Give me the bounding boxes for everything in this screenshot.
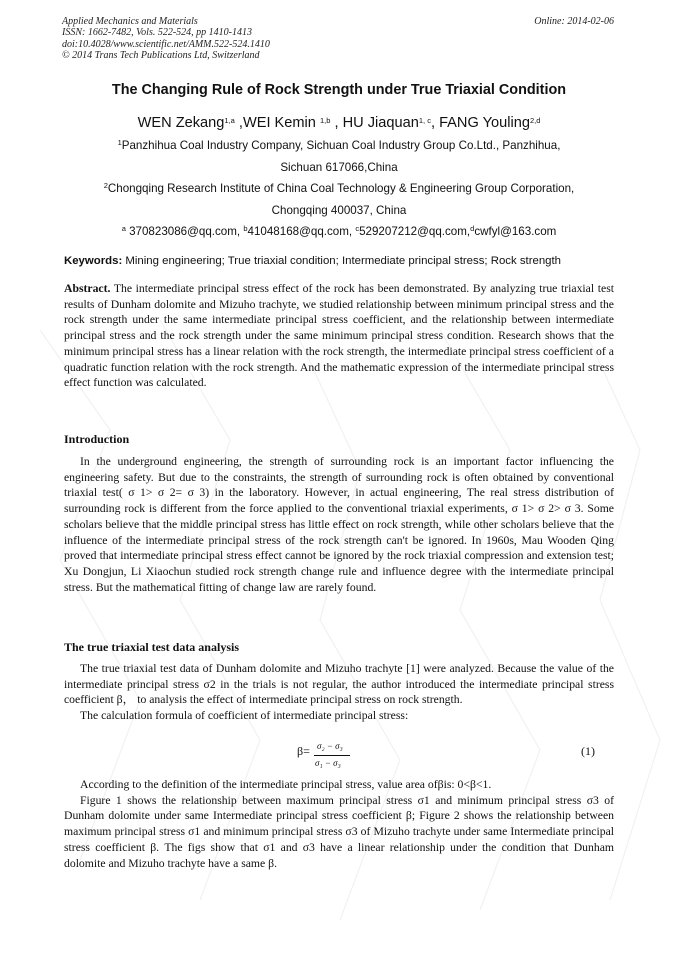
affil-text: Panzhihua Coal Industry Company, Sichuan Coal Industry Group Co.Ltd., Panzhihua, (121, 139, 561, 152)
equation-lhs: β= (297, 744, 310, 758)
email-sup: d (470, 223, 475, 233)
equation-numerator: σ₂ − σ₃ (317, 741, 343, 751)
author-affil-sup: 1,a (224, 115, 235, 125)
author-list (0, 115, 678, 131)
paper-title: The Changing Rule of Rock Strength under True Triaxial Condition (111, 82, 567, 98)
author-separator: , (330, 115, 343, 131)
author-separator: , (430, 115, 440, 131)
author-name: WEN Zekang (137, 115, 225, 131)
affiliation-1-line-2: Sichuan 617066,China (280, 161, 398, 174)
author-affil-sup: 1,b (319, 115, 331, 125)
keywords-text: Mining engineering; True triaxial condition; Intermediate principal stress; Rock strength (122, 255, 561, 267)
author-name: HU Jiaquan (342, 115, 419, 131)
copyright-line: © 2014 Trans Tech Publications Ltd, Switzerland (62, 49, 260, 61)
affil-text: Chongqing Research Institute of China Coal Technology & Engineering Group Corporation, (107, 182, 575, 195)
email-line (0, 225, 678, 238)
affiliation-1-line-1 (0, 139, 678, 152)
email-link[interactable]: 529207212@qq.com, (359, 225, 471, 238)
affil-sup: 2 (103, 180, 108, 190)
paragraph: In the underground engineering, the strength of surrounding rock is an important factor influencing the engineering safety. But due to the constraints, the strength of surrounding rock is often obtained by conventional triaxial test( σ 1> σ 2= σ 3) in the laboratory. However, in actual engineering, The real stress distribution of surrounding rock is different from the force applied to the conventional triaxial experiments, σ 1> σ 2> σ 3. Some scholars believe that the middle principal stress has little effect on rock strength, while other scholars believe that the influence of the intermediate principal stress of the rock strength can't be ignored. In 1960s, Mau Wooden Qing proved that intermediate principal stress effect cannot be ignored by the rock triaxial compression and extension test; Xu Dongjun, Li Xiaochun studied rock strength change rule and influence degree with the intermediate principal stress. But the mathematical fitting of change law are rarely found. (64, 455, 614, 594)
section-body-2 (64, 777, 614, 871)
journal-name: Applied Mechanics and Materials (62, 16, 198, 27)
paragraph: According to the definition of the intermediate principal stress, value area ofβis: 0<β<1. (80, 778, 492, 791)
paragraph: Figure 1 shows the relationship between maximum principal stress σ1 and minimum principal stress σ3 of Dunham dolomite under same Intermediate principal stress coefficient β; Figure 2 shows the relationship between maximum principal stress σ1 and minimum principal stress σ3 of Mizuho trachyte under same Intermediate principal stress coefficient β. The figs show that σ1 and σ3 have a linear relationship under the condition that Dunham dolomite and Mizuho trachyte have a same β. (64, 793, 614, 870)
equation-number: (1) (581, 744, 595, 758)
abstract (64, 281, 614, 391)
email-sup: b (243, 223, 248, 233)
email-link[interactable]: cwfyl@163.com (474, 225, 557, 238)
journal-header (62, 16, 270, 61)
author-separator: , (234, 115, 243, 131)
abstract-text: The intermediate principal stress effect of the rock has been demonstrated. By analyzing true triaxial test results of Dunham dolomite and Mizuho trachyte, we studied relationship between minimum principal stress and the rock strength under the same intermediate principal stress coefficient, and the relationship between intermediate principal stress and the rock strength under the same minimum principal stress condition. Research shows that the minimum principal stress has a linear relation with the rock strength, the intermediate principal stress coefficient of a quadratic function relation with the rock strength. And the mathematic expression of the intermediate principal stress effect function was calculated. (64, 282, 614, 390)
author-name: WEI Kemin (242, 115, 320, 131)
paragraph: The true triaxial test data of Dunham dolomite and Mizuho trachyte [1] were analyzed. Because the value of the intermediate principal stress σ2 in the trials is not regular, the author introduced the intermediate principal stress coefficient β， to analysis the effect of intermediate principal stress on rock strength. (64, 662, 614, 707)
paragraph: The calculation formula of coefficient of intermediate principal stress: (80, 709, 409, 723)
email-sup: c (355, 223, 360, 233)
doi-line: doi:10.4028/www.scientific.net/AMM.522-524.1410 (62, 38, 270, 50)
email-sup: a (121, 223, 126, 233)
author-affil-sup: 1, c (418, 115, 431, 125)
section-body-1 (64, 661, 614, 724)
email-link[interactable]: 41048168@qq.com, (247, 225, 356, 238)
affiliation-2-line-2: Chongqing 400037, China (271, 204, 407, 217)
section-heading-true-triaxial: The true triaxial test data analysis (64, 640, 239, 654)
equation-1 (0, 741, 678, 775)
author-name: FANG Youling (439, 115, 530, 131)
affiliation-2-line-1 (0, 182, 678, 195)
issn-line: ISSN: 1662-7482, Vols. 522-524, pp 1410-1413 (62, 27, 252, 39)
equation-denominator: σ₁ − σ₃ (315, 758, 341, 768)
introduction-body (64, 454, 614, 595)
author-affil-sup: 2,d (529, 115, 541, 125)
affil-sup: 1 (117, 137, 122, 147)
fraction-bar (314, 755, 350, 756)
section-heading-introduction: Introduction (64, 432, 130, 446)
keywords (64, 255, 624, 267)
keywords-label: Keywords: (64, 255, 123, 267)
abstract-label: Abstract. (64, 282, 111, 295)
email-link[interactable]: 370823086@qq.com, (125, 225, 244, 238)
online-date: Online: 2014-02-06 (534, 16, 614, 27)
